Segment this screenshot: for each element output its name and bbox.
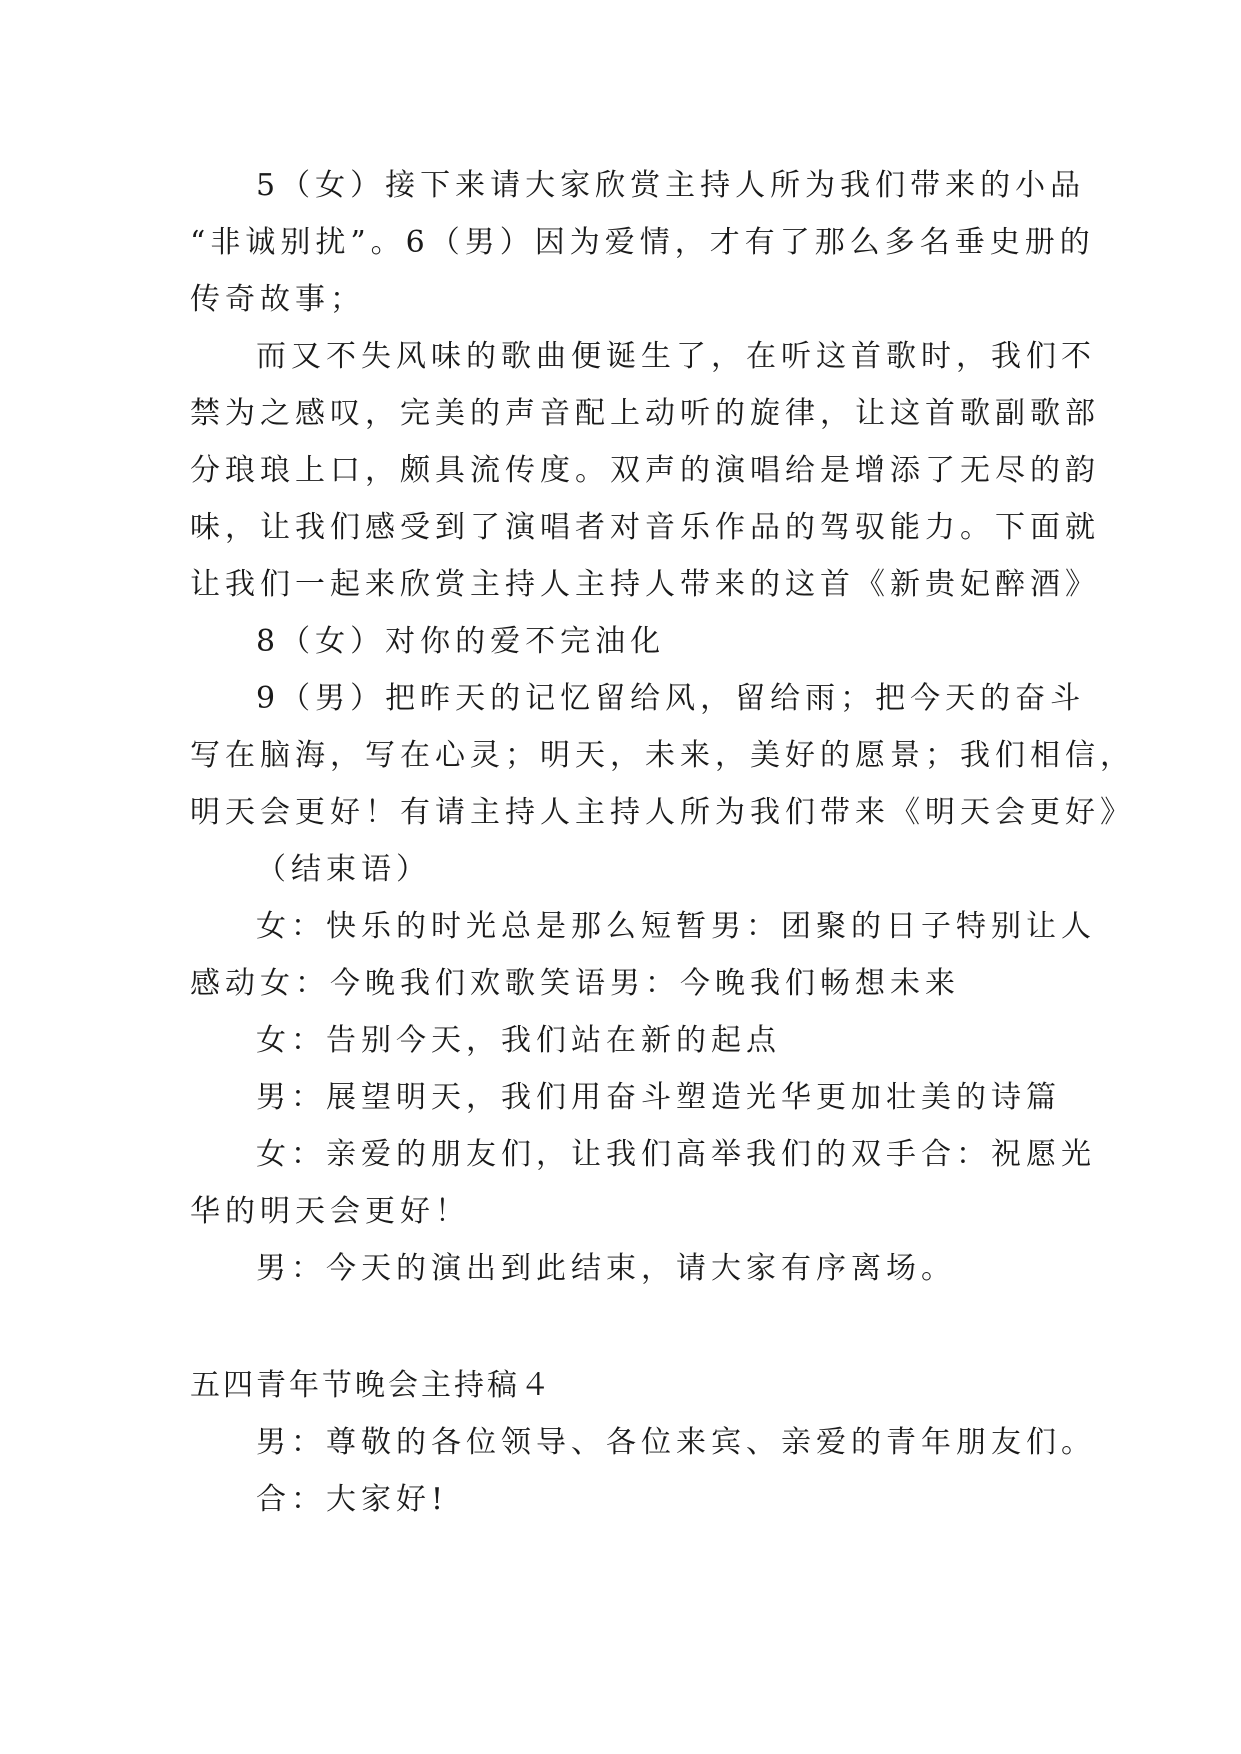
paragraph-line: 男：展望明天，我们用奋斗塑造光华更加壮美的诗篇 <box>256 1080 1061 1115</box>
paragraph-line: 女：告别今天，我们站在新的起点 <box>256 1023 781 1058</box>
paragraph-line: 8（女）对你的爱不完油化 <box>256 624 666 659</box>
paragraph-line: 合：大家好! <box>256 1482 449 1517</box>
section-heading: 五四青年节晚会主持稿４ <box>190 1368 553 1403</box>
paragraph-line: 而又不失风味的歌曲便诞生了，在听这首歌时，我们不 <box>256 339 1096 374</box>
paragraph-line: 让我们一起来欣赏主持人主持人带来的这首《新贵妃醉酒》 <box>190 567 1100 602</box>
paragraph-line: 传奇故事； <box>190 282 365 317</box>
paragraph-line: 感动女：今晚我们欢歌笑语男：今晚我们畅想未来 <box>190 966 960 1001</box>
paragraph-line: 女：亲爱的朋友们，让我们高举我们的双手合：祝愿光 <box>256 1137 1096 1172</box>
paragraph-line: （结束语） <box>256 852 431 887</box>
paragraph-line: 男：今天的演出到此结束，请大家有序离场。 <box>256 1251 956 1286</box>
paragraph-line: 味，让我们感受到了演唱者对音乐作品的驾驭能力。下面就 <box>190 510 1100 545</box>
paragraph-line: 5（女）接下来请大家欣赏主持人所为我们带来的小品 <box>256 168 1086 203</box>
paragraph-line: 9（男）把昨天的记忆留给风，留给雨；把今天的奋斗 <box>256 681 1086 716</box>
paragraph-line: 禁为之感叹，完美的声音配上动听的旋律，让这首歌副歌部 <box>190 396 1100 431</box>
paragraph-line: 写在脑海，写在心灵；明天，未来，美好的愿景；我们相信， <box>190 738 1135 773</box>
paragraph-line: 明天会更好！有请主持人主持人所为我们带来《明天会更好》 <box>190 795 1135 830</box>
paragraph-line: 男：尊敬的各位领导、各位来宾、亲爱的青年朋友们。 <box>256 1425 1096 1460</box>
paragraph-line: 分琅琅上口，颇具流传度。双声的演唱给是增添了无尽的韵 <box>190 453 1100 488</box>
paragraph-line: 华的明天会更好！ <box>190 1194 470 1229</box>
paragraph-line: “非诚别扰”。6（男）因为爱情，才有了那么多名垂史册的 <box>190 225 1095 260</box>
paragraph-line: 女：快乐的时光总是那么短暂男：团聚的日子特别让人 <box>256 909 1096 944</box>
